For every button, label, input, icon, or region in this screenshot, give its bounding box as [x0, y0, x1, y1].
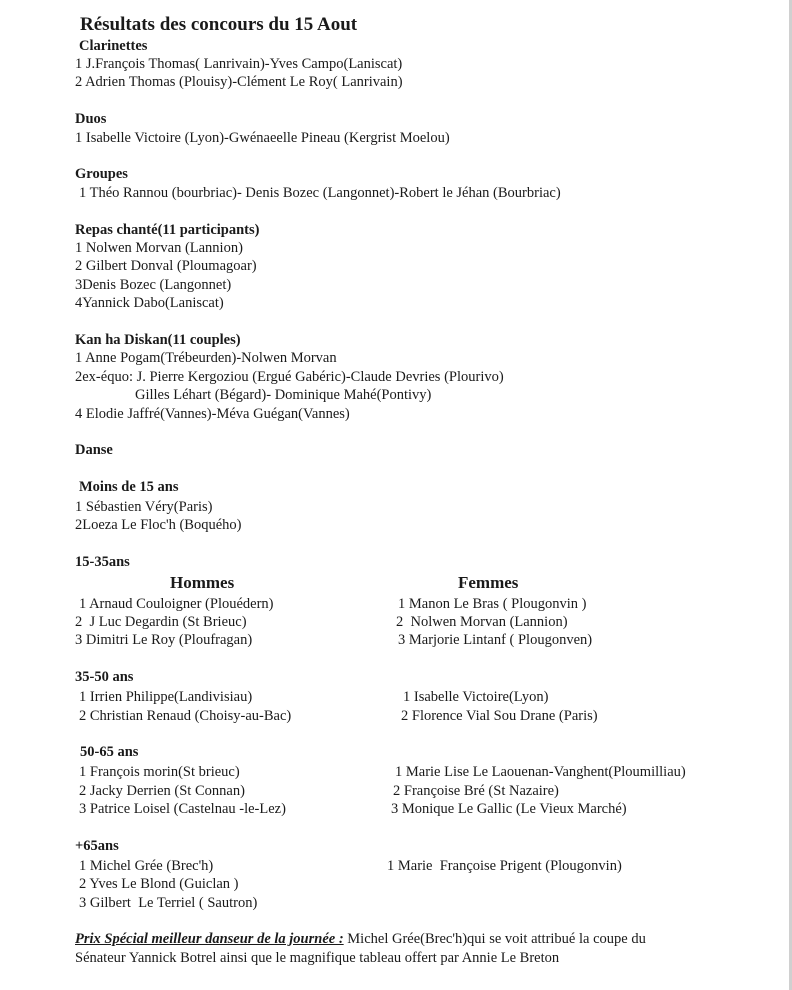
list-item: 2 Françoise Bré (St Nazaire) — [393, 783, 559, 799]
list-item: 3 Patrice Loisel (Castelnau -le-Lez) — [79, 801, 286, 817]
list-item: 3 Gilbert Le Terriel ( Sautron) — [79, 895, 258, 911]
section-heading-duos: Duos — [75, 111, 107, 127]
list-item: 1 Sébastien Véry(Paris) — [75, 499, 213, 515]
list-item: 2 Adrien Thomas (Plouisy)-Clément Le Roy( Lanrivain) — [75, 74, 403, 90]
subsection-heading-50-65: 50-65 ans — [80, 744, 139, 760]
list-item: 1 Arnaud Couloigner (Plouédern) — [79, 596, 274, 612]
prix-special-text-continued: Sénateur Yannick Botrel ainsi que le magnifique tableau offert par Annie Le Breton — [75, 950, 560, 966]
list-item: 2 Jacky Derrien (St Connan) — [79, 783, 245, 799]
section-heading-danse: Danse — [75, 442, 113, 458]
prix-special-text: Michel Grée(Brec'h)qui se voit attribué la coupe du — [343, 931, 646, 947]
list-item: 1 Isabelle Victoire(Lyon) — [403, 689, 549, 705]
list-item: 2ex-équo: J. Pierre Kergoziou (Ergué Gabéric)-Claude Devries (Plourivo) — [75, 369, 504, 385]
list-item: 1 Isabelle Victoire (Lyon)-Gwénaeelle Pineau (Kergrist Moelou) — [75, 130, 450, 146]
list-item: 3 Dimitri Le Roy (Ploufragan) — [75, 632, 253, 648]
list-item: 2 J Luc Degardin (St Brieuc) — [75, 614, 247, 630]
list-item: 1 Marie Lise Le Laouenan-Vanghent(Ploumilliau) — [395, 764, 686, 780]
list-item: 2 Florence Vial Sou Drane (Paris) — [401, 708, 598, 724]
list-item: 3Denis Bozec (Langonnet) — [75, 277, 232, 293]
subsection-heading-35-50: 35-50 ans — [75, 669, 134, 685]
list-item: 1 J.François Thomas( Lanrivain)-Yves Campo(Laniscat) — [75, 56, 403, 72]
subsection-heading-moins-15: Moins de 15 ans — [79, 479, 179, 495]
list-item: 1 Manon Le Bras ( Plougonvin ) — [398, 596, 587, 612]
list-item: 1 François morin(St brieuc) — [79, 764, 240, 780]
list-item: 2 Christian Renaud (Choisy-au-Bac) — [79, 708, 292, 724]
list-item: 2 Gilbert Donval (Ploumagoar) — [75, 258, 257, 274]
list-item: 3 Monique Le Gallic (Le Vieux Marché) — [391, 801, 627, 817]
list-item: 1 Michel Grée (Brec'h) — [79, 858, 214, 874]
page-title: Résultats des concours du 15 Aout — [80, 14, 358, 35]
list-item: 2Loeza Le Floc'h (Boquého) — [75, 517, 242, 533]
section-heading-clarinettes: Clarinettes — [79, 38, 148, 54]
section-heading-groupes: Groupes — [75, 166, 128, 182]
list-item: 4 Elodie Jaffré(Vannes)-Méva Guégan(Vannes) — [75, 406, 350, 422]
list-item: Gilles Léhart (Bégard)- Dominique Mahé(Pontivy) — [135, 387, 432, 403]
list-item: 1 Marie Françoise Prigent (Plougonvin) — [387, 858, 622, 874]
prix-special-line — [75, 930, 646, 948]
list-item: 4Yannick Dabo(Laniscat) — [75, 295, 224, 311]
list-item: 2 Yves Le Blond (Guiclan ) — [79, 876, 239, 892]
list-item: 2 Nolwen Morvan (Lannion) — [396, 614, 568, 630]
subsection-heading-plus-65: +65ans — [75, 838, 119, 854]
list-item: 1 Irrien Philippe(Landivisiau) — [79, 689, 253, 705]
list-item: 1 Nolwen Morvan (Lannion) — [75, 240, 243, 256]
list-item: 3 Marjorie Lintanf ( Plougonven) — [398, 632, 593, 648]
list-item: 1 Théo Rannou (bourbriac)- Denis Bozec (Langonnet)-Robert le Jéhan (Bourbriac) — [79, 185, 561, 201]
prix-special-label: Prix Spécial meilleur danseur de la journée : — [75, 931, 344, 947]
subsection-heading-15-35: 15-35ans — [75, 554, 130, 570]
column-heading-hommes: Hommes — [170, 573, 235, 592]
section-heading-repas: Repas chanté(11 participants) — [75, 222, 260, 238]
column-heading-femmes: Femmes — [458, 573, 519, 592]
list-item: 1 Anne Pogam(Trébeurden)-Nolwen Morvan — [75, 350, 337, 366]
section-heading-kan-ha-diskan: Kan ha Diskan(11 couples) — [75, 332, 241, 348]
